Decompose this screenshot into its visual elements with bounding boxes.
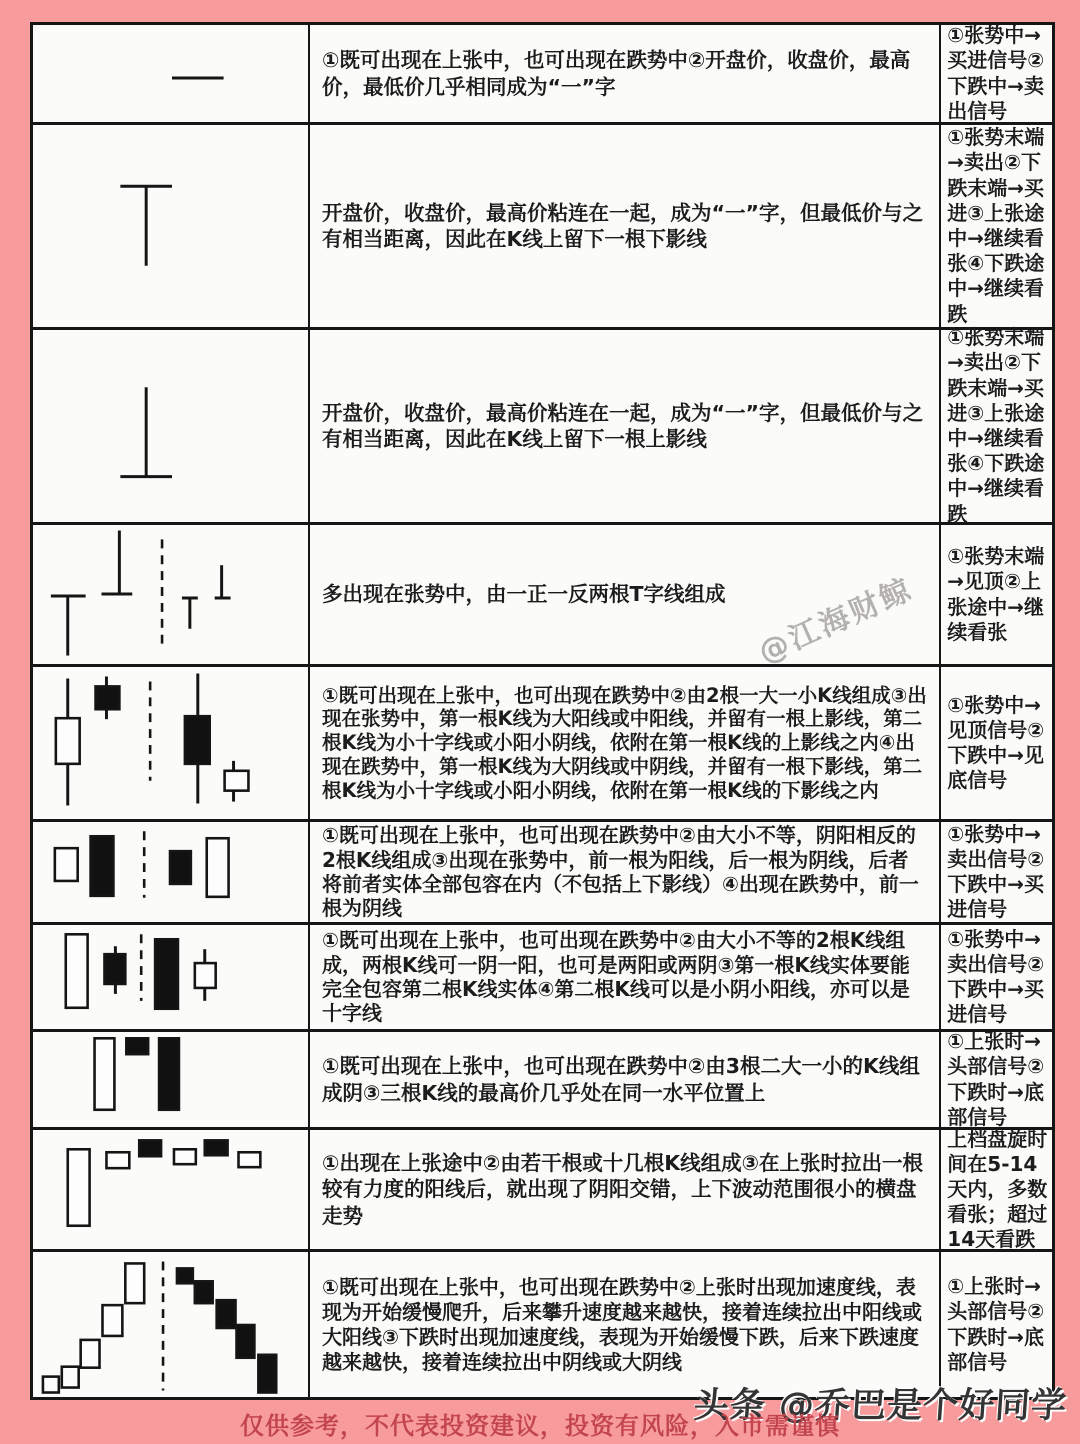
table-row: [33, 1029, 1052, 1130]
flat-top-pattern-diagram: [33, 1033, 308, 1126]
harami-pattern-diagram: [33, 926, 308, 1028]
pattern-cell: [33, 125, 310, 327]
watermark-jianghai: @江海财鲸: [753, 571, 919, 671]
signal-text: ①张势中→卖出信号②下跌中→买进信号: [947, 926, 1045, 1027]
engulfing-pattern-diagram: [33, 823, 308, 921]
signal-cell: [941, 925, 1052, 1029]
inverted-t-line-pattern-diagram: [33, 331, 308, 521]
description-cell: [310, 125, 941, 327]
signal-text: ①张势末端→见顶②上张途中→继续看张: [947, 544, 1045, 644]
star-attachment-pattern-diagram: [33, 668, 308, 818]
signal-text: ①张势中→卖出信号②下跌中→买进信号: [947, 821, 1045, 922]
acceleration-pattern-diagram: [33, 1255, 308, 1395]
signal-text: ①张势中→买进信号②下跌中→卖出信号: [947, 23, 1045, 123]
pattern-cell: [33, 925, 310, 1029]
pattern-cell: [33, 25, 310, 122]
pattern-description: ①既可出现在上张中，也可出现在跌势中②由3根二大一小的K线组成阴③三根K线的最高价几乎处在同一水平位置上: [322, 1054, 920, 1105]
description-cell: [310, 1252, 941, 1397]
one-line-pattern-diagram: [33, 25, 308, 122]
table-row: [33, 1252, 1052, 1397]
signal-text: ①上张时→头部信号②下跌时→底部信号: [947, 1029, 1045, 1129]
pattern-description: ①既可出现在上张中，也可出现在跌势中②由大小不等，阴阳相反的2根K线组成③出现在张势中，前一根为阳线，后一根为阴线，后者将前者实体全部包容在内（不包括上下影线）④出现在跌势中，前一根为阴线: [322, 823, 919, 921]
table-row: [33, 125, 1052, 330]
description-cell: [310, 25, 941, 122]
pattern-cell: [33, 330, 310, 522]
pattern-cell: [33, 667, 310, 819]
pattern-description: 开盘价，收盘价，最高价粘连在一起，成为“一”字，但最低价与之有相当距离，因此在K线上留下一根上影线: [322, 400, 923, 451]
watermark-toutiao: 头条 @乔巴是个好同学: [692, 1386, 1069, 1426]
description-cell: [310, 525, 941, 664]
signal-text: 上档盘旋时间在5-14天内，多数看张；超过14天看跌: [947, 1126, 1048, 1252]
pattern-cell: [33, 822, 310, 922]
table-row: [33, 525, 1052, 667]
signal-text: ①张势中→见顶信号②下跌中→见底信号: [947, 692, 1045, 793]
signal-cell: [941, 1029, 1052, 1129]
pattern-description: ①既可出现在上张中，也可出现在跌势中②开盘价，收盘价，最高价，最低价几乎相同成为“一”字: [322, 48, 911, 99]
footer-disclaimer: 仅供参考，不代表投资建议，投资有风险，入市需谨慎: [240, 1412, 840, 1440]
double-t-line-pattern-diagram: [33, 526, 308, 663]
signal-cell: [941, 667, 1052, 819]
description-cell: [310, 667, 941, 819]
pattern-cell: [33, 1032, 310, 1127]
signal-cell: [941, 25, 1052, 122]
signal-cell: [941, 1252, 1052, 1397]
table-row: [33, 1126, 1052, 1252]
description-cell: [310, 330, 941, 522]
pattern-description: ①既可出现在上张中，也可出现在跌势中②由大小不等的2根K线组成，两根K线可一阴一阳，也可是两阳或两阴③第一根K线实体要能完全包容第二根K线实体④第二根K线可以是小阴小阳线，亦可以是十字线: [322, 928, 910, 1026]
table-row: [33, 25, 1052, 125]
signal-cell: [941, 525, 1052, 664]
pattern-cell: [33, 525, 310, 664]
sideways-consolidation-pattern-diagram: [33, 1131, 308, 1248]
signal-cell: [941, 822, 1052, 922]
signal-text: ①张势末端→卖出②下跌末端→买进③上张途中→继续看张④下跌途中→继续看跌: [947, 325, 1045, 526]
pattern-description: ①既可出现在上张中，也可出现在跌势中②上张时出现加速度线，表现为开始缓慢爬升，后来攀升速度越来越快，接着连续拉出中阳线或大阳线③下跌时出现加速度线，表现为开始缓慢下跌，后来下跌速度越来越快，接着连续拉出中阴线或大阴线: [322, 1274, 922, 1374]
description-cell: [310, 822, 941, 922]
table-row: [33, 925, 1052, 1032]
signal-cell: [941, 125, 1052, 327]
description-cell: [310, 925, 941, 1029]
table-row: [33, 325, 1052, 526]
pattern-cell: [33, 1252, 310, 1397]
pattern-description: ①出现在上张途中②由若干根或十几根K线组成③在上张时拉出一根较有力度的阳线后，就出现了阴阳交错，上下波动范围很小的横盘走势: [322, 1151, 923, 1228]
k-line-pattern-table: [30, 22, 1055, 1400]
description-cell: [310, 1032, 941, 1127]
pattern-cell: [33, 1130, 310, 1249]
signal-text: ①张势末端→卖出②下跌末端→买进③上张途中→继续看张④下跌途中→继续看跌: [947, 125, 1045, 326]
pattern-description: ①既可出现在上张中，也可出现在跌势中②由2根一大一小K线组成③出现在张势中，第一根K线为大阳线或中阳线，并留有一根上影线，第二根K线为小十字线或小阳小阴线，依附在第一根K线的上影线之内④出现在跌势中，第一根K线为大阴线或中阴线，并留有一根下影线，第二根K线为小十字线或小阳小阴线，依附在第一根K线的下影线之内: [322, 683, 927, 802]
description-cell: [310, 1130, 941, 1249]
table-row: [33, 822, 1052, 925]
t-line-pattern-diagram: [33, 126, 308, 326]
pattern-description: 多出现在张势中，由一正一反两根T字线组成: [322, 582, 726, 607]
table-row: [33, 667, 1052, 822]
signal-cell: [941, 325, 1052, 526]
signal-cell: [941, 1126, 1052, 1252]
signal-text: ①上张时→头部信号②下跌时→底部信号: [947, 1274, 1045, 1374]
pattern-description: 开盘价，收盘价，最高价粘连在一起，成为“一”字，但最低价与之有相当距离，因此在K线上留下一根下影线: [322, 200, 923, 251]
